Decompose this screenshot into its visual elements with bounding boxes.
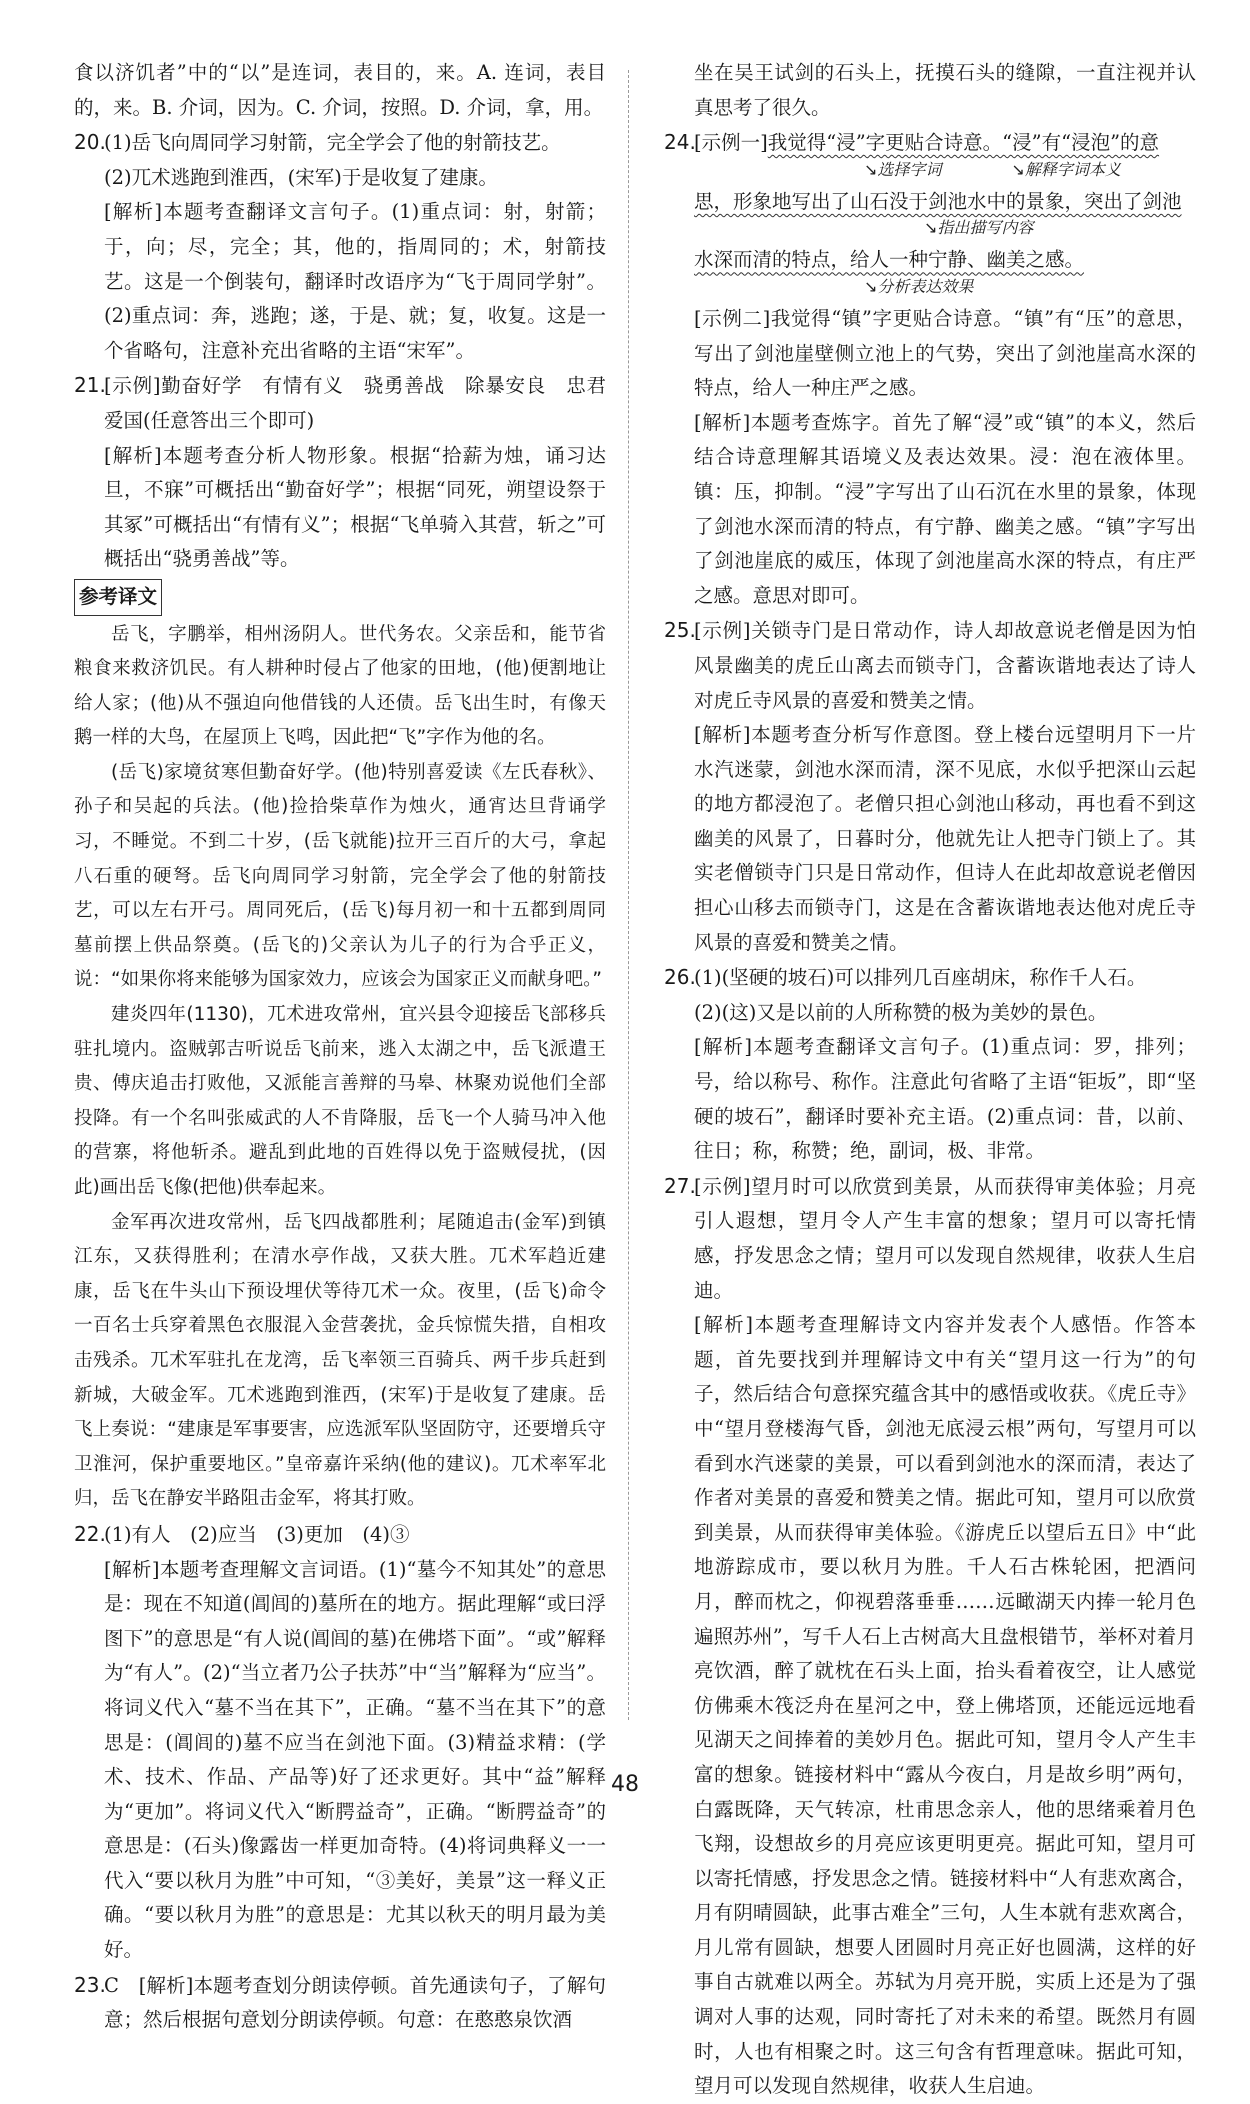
analysis-text: 本题考查分析写作意图。登上楼台远望明月下一片水汽迷蒙，剑池水深而清，深不见底，水似乎把深山云起的地方都浸泡了。老僧只担心剑池山移动，再也看不到这幽美的风景了，日暮时分，他就先让人把寺门锁上了。其实老僧锁寺门只是日常动作，但诗人在此却故意说老僧因担心山移去而锁寺门，这是在含蓄诙谐地表达他对虎丘寺风景的喜爱和赞美之情。 xyxy=(694,723,1196,954)
question-number: 27. xyxy=(664,1173,696,1198)
analysis-text: 本题考查分析人物形象。根据“拾薪为烛，诵习达旦，不寐”可概括出“勤奋好学”；根据“同死，朔望设祭于其冢”可概括出“有情有义”；根据“飞单骑入其营，斩之”可概括出“骁勇善战”等。 xyxy=(104,443,606,571)
translation-paragraph: (岳飞)家境贫寒但勤奋好学。(他)特别喜爱读《左氏春秋》、孙子和吴起的兵法。(他)捡拾柴草作为烛火，通宵达旦背诵学习，不睡觉。不到二十岁，(岳飞就能)拉开三百斤的大弓，拿起八石重的硬弩。岳飞向周同学习射箭，完全学会了他的射箭技艺，可以左右开弓。周同死后，(岳飞)每月初一和十五都到周同墓前摆上供品祭奠。(岳飞的)父亲认为儿子的行为合乎正义，说：“如果你将来能够为国家效力，应该会为国家正义而献身吧。” xyxy=(74,761,606,991)
analysis-tag: [ 解析 ] xyxy=(104,444,162,467)
annotated-line: 思，形象地写出了山石没于剑池水中的景象，突出了剑池 xyxy=(694,189,1182,213)
answer-line-1: (1)(坚硬的坡石)可以排列几百座胡床，称作千人石。 xyxy=(694,966,1147,990)
column-divider xyxy=(628,70,629,1720)
answer-text: 望月时可以欣赏到美景，从而获得审美体验；月亮引人遐想，望月令人产生丰富的想象；望月可以寄托情感，抒发思念之情；望月可以发现自然规律，收获人生启迪。 xyxy=(694,1174,1196,1302)
reference-translation-title: 参考译文 xyxy=(74,579,162,616)
question-number: 26. xyxy=(664,965,696,990)
analysis-tag: [ 解析 ] xyxy=(694,1035,752,1058)
margin-annotation: ↘分析表达效果 xyxy=(864,276,974,296)
answer-text: (1)有人 (2)应当 (3)更加 (4)③ xyxy=(104,1522,410,1546)
annotated-line: 水深而清的特点，给人一种宁静、幽美之感。 xyxy=(694,248,1085,272)
analysis-tag: [ 解析 ] xyxy=(694,723,750,746)
analysis-text: 本题考查划分朗读停顿。首先通读句子，了解句意；然后根据句意划分朗读停顿。句意：在憨憨泉饮酒 xyxy=(104,1973,606,2032)
analysis-tag: [ 解析 ] xyxy=(104,1558,159,1581)
analysis-text: 本题考查炼字。首先了解“浸”或“镇”的本义，然后结合诗意理解其语境义及表达效果。浸：泡在液体里。镇：压，抑制。“浸”字写出了山石沉在水里的景象，体现了剑池水深而清的特点，有宁静、幽美之感。“镇”字写出了剑池崖底的威压，体现了剑池崖高水深的特点，有庄严之感。意思对即可。 xyxy=(694,410,1196,607)
analysis-tag: [ 解析 ] xyxy=(139,1974,194,1997)
question-21 xyxy=(74,368,606,577)
margin-annotation: ↘选择字词 ↘解释字词本义 xyxy=(864,159,1121,179)
translation-paragraph: 岳飞，字鹏举，相州汤阴人。世代务农。父亲岳和，能节省粮食来救济饥民。有人耕种时侵占了他家的田地，(他)便割地让给人家；(他)从不强迫向他借钱的人还债。岳飞出生时，有像天鹅一样的大鸟，在屋顶上飞鸣，因此把“飞”字作为他的名。 xyxy=(74,623,606,749)
question-24 xyxy=(664,125,1196,613)
analysis-tag: [ 解析 ] xyxy=(694,1313,753,1336)
question-number: 22. xyxy=(74,1521,106,1546)
annotated-line: 我觉得“浸”字更贴合诗意。“浸”有“浸泡”的意 xyxy=(767,131,1160,155)
example-tag: [ 示例 ] xyxy=(104,374,160,397)
analysis-text: 本题考查翻译文言句子。(1)重点词：射，射箭；于，向；尽，完全；其，他的，指周同的；术，射箭技艺。这是一个倒装句，翻译时改语序为“飞于周同学射”。(2)重点词：奔，逃跑；遂，于是、就；复，收复。这是一个省略句，注意补充出省略的主语“宋军”。 xyxy=(104,200,606,362)
answer-line-2: (2)(这)又是以前的人所称赞的极为美妙的景色。 xyxy=(694,1000,1108,1024)
answer-text: C xyxy=(104,1973,119,1997)
question-number: 25. xyxy=(664,618,696,643)
question-20 xyxy=(74,125,606,368)
continued-text: 坐在吴王试剑的石头上，抚摸石头的缝隙，一直注视并认真思考了很久。 xyxy=(694,61,1196,119)
question-number: 21. xyxy=(74,373,106,398)
example-tag: [ 示例 ] xyxy=(694,1175,750,1198)
left-column xyxy=(74,56,606,2038)
answer-text: 关锁寺门是日常动作，诗人却故意说老僧是因为怕风景幽美的虎丘山离去而锁寺门，含蓄诙谐地表达了诗人对虎丘寺风景的喜爱和赞美之情。 xyxy=(694,619,1196,712)
analysis-text: 本题考查理解诗文内容并发表个人感悟。作答本题，首先要找到并理解诗文中有关“望月这一行为”的句子，然后结合句意探究蕴含其中的感悟或收获。《虎丘寺》中“望月登楼海气昏，剑池无底浸云根”两句，写望月可以看到水汽迷蒙的美景，可以看到剑池水的深而清，表达了作者对美景的喜爱和赞美之情。据此可知，望月可以欣赏到美景，从而获得审美体验。《游虎丘以望后五日》中“此地游踪成市，要以秋月为胜。千人石古株轮困，把酒问月，醉而枕之，仰视碧落垂垂……远瞰湖天内捧一轮月色遍照苏州”，写千人石上古树高大且盘根错节，举杯对着月亮饮酒，醉了就枕在石头上面，抬头看着夜空，让人感觉仿佛乘木筏泛舟在星河之中，登上佛塔顶，还能远远地看见湖天之间捧着的美妙月色。据此可知，望月令人产生丰富的想象。链接材料中“露从今夜白，月是故乡明”两句，白露既降，天气转凉，杜甫思念亲人，他的思绪乘着月色飞翔，设想故乡的月亮应该更明更亮。据此可知，望月可以寄托情感，抒发思念之情。链接材料中“人有悲欢离合，月有阴晴圆缺，此事古难全”三句，人生本就有悲欢离合，月儿常有圆缺，想要人团圆时月亮正好也圆满，这样的好事自古就难以两全。苏轼为月亮开脱，实质上还是为了强调对人事的达观，同时寄托了对未来的希望。既然月有圆时，人也有相聚之时。这三句含有哲理意味。据此可知，望月可以发现自然规律，收获人生启迪。 xyxy=(694,1313,1196,2098)
answer-text: 我觉得“镇”字更贴合诗意。“镇”有“压”的意思，写出了剑池崖壁侧立池上的气势，突出了剑池崖高水深的特点，给人一种庄严之感。 xyxy=(694,306,1196,400)
answer-text: 勤奋好学 有情有义 骁勇善战 除暴安良 忠君爱国(任意答出三个即可) xyxy=(104,374,606,432)
translation-paragraph: 建炎四年(1130)，兀术进攻常州，宜兴县令迎接岳飞部移兵驻扎境内。盗贼郭吉听说岳飞前来，逃入太湖之中，岳飞派遣王贵、傅庆追击打败他，又派能言善辩的马皋、林聚劝说他们全部投降。有一个名叫张威武的人不肯降服，岳飞一个人骑马冲入他的营寨，将他斩杀。避乱到此地的百姓得以免于盗贼侵扰，(因此)画出岳飞像(把他)供奉起来。 xyxy=(74,1004,606,1198)
question-26 xyxy=(664,960,1196,1169)
reference-translation xyxy=(74,577,606,1517)
example-tag: [ 示例二 ] xyxy=(694,307,770,330)
example-tag: [ 示例 ] xyxy=(694,619,750,642)
question-27 xyxy=(664,1169,1196,2104)
question-number: 24. xyxy=(664,130,696,155)
example-tag: [ 示例一 ] xyxy=(694,131,768,154)
question-22 xyxy=(74,1517,606,1968)
page-number: 48 xyxy=(611,1772,639,1797)
continued-text: 食以济饥者”中的“以”是连词，表目的，来。A. 连词，表目的，来。B. 介词，因为。C. 介词，按照。D. 介词，拿，用。 xyxy=(74,61,606,119)
analysis-tag: [ 解析 ] xyxy=(694,411,750,434)
question-23 xyxy=(74,1968,606,2038)
question-number: 20. xyxy=(74,130,106,155)
question-number: 23. xyxy=(74,1972,106,1997)
analysis-text: 本题考查理解文言词语。(1)“墓今不知其处”的意思是：现在不知道(阊闾的)墓所在的地方。据此理解“或曰浮图下”的意思是“有人说(阊闾的墓)在佛塔下面”。“或”解释为“有人”。(2)“当立者乃公子扶苏”中“当”解释为“应当”。将词义代入“墓不当在其下”，正确。“墓不当在其下”的意思是：(阊闾的)墓不应当在剑池下面。(3)精益求精：(学术、技术、作品、产品等)好了还求更好。其中“益”解释为“更加”。将词义代入“断腭益奇”，正确。“断腭益奇”的意思是：(石头)像露齿一样更加奇特。(4)将词典释义一一代入“要以秋月为胜”中可知，“③美好，美景”这一释义正确。“要以秋月为胜”的意思是：尤其以秋天的明月最为美好。 xyxy=(104,1557,606,1962)
answer-line-1: (1)岳飞向周同学习射箭，完全学会了他的射箭技艺。 xyxy=(104,131,561,155)
analysis-text: 本题考查翻译文言句子。(1)重点词：罗，排列；号，给以称号、称作。注意此句省略了主语“钜坂”，即“坚硬的坡石”，翻译时要补充主语。(2)重点词：昔，以前、往日；称，称赞；绝，副词，极、非常。 xyxy=(694,1035,1196,1163)
analysis-tag: [ 解析 ] xyxy=(104,200,162,223)
translation-paragraph: 金军再次进攻常州，岳飞四战都胜利；尾随追击(金军)到镇江东，又获得胜利；在清水亭作战，又获大胜。兀术军趋近建康，岳飞在牛头山下预设埋伏等待兀术一众。夜里，(岳飞)命令一百名士兵穿着黑色衣服混入金营袭扰，金兵惊慌失措，自相攻击残杀。兀术军驻扎在龙湾，岳飞率领三百骑兵、两千步兵赶到新城，大破金军。兀术逃跑到淮西，(宋军)于是收复了建康。岳飞上奏说：“建康是军事要害，应选派军队坚固防守，还要增兵守卫淮河，保护重要地区。”皇帝嘉许采纳(他的建议)。兀术率军北归，岳飞在静安半路阻击金军，将其打败。 xyxy=(74,1211,606,1510)
answer-line-2: (2)兀术逃跑到淮西，(宋军)于是收复了建康。 xyxy=(104,165,498,189)
margin-annotation: ↘指出描写内容 xyxy=(924,218,1034,238)
question-25 xyxy=(664,613,1196,960)
